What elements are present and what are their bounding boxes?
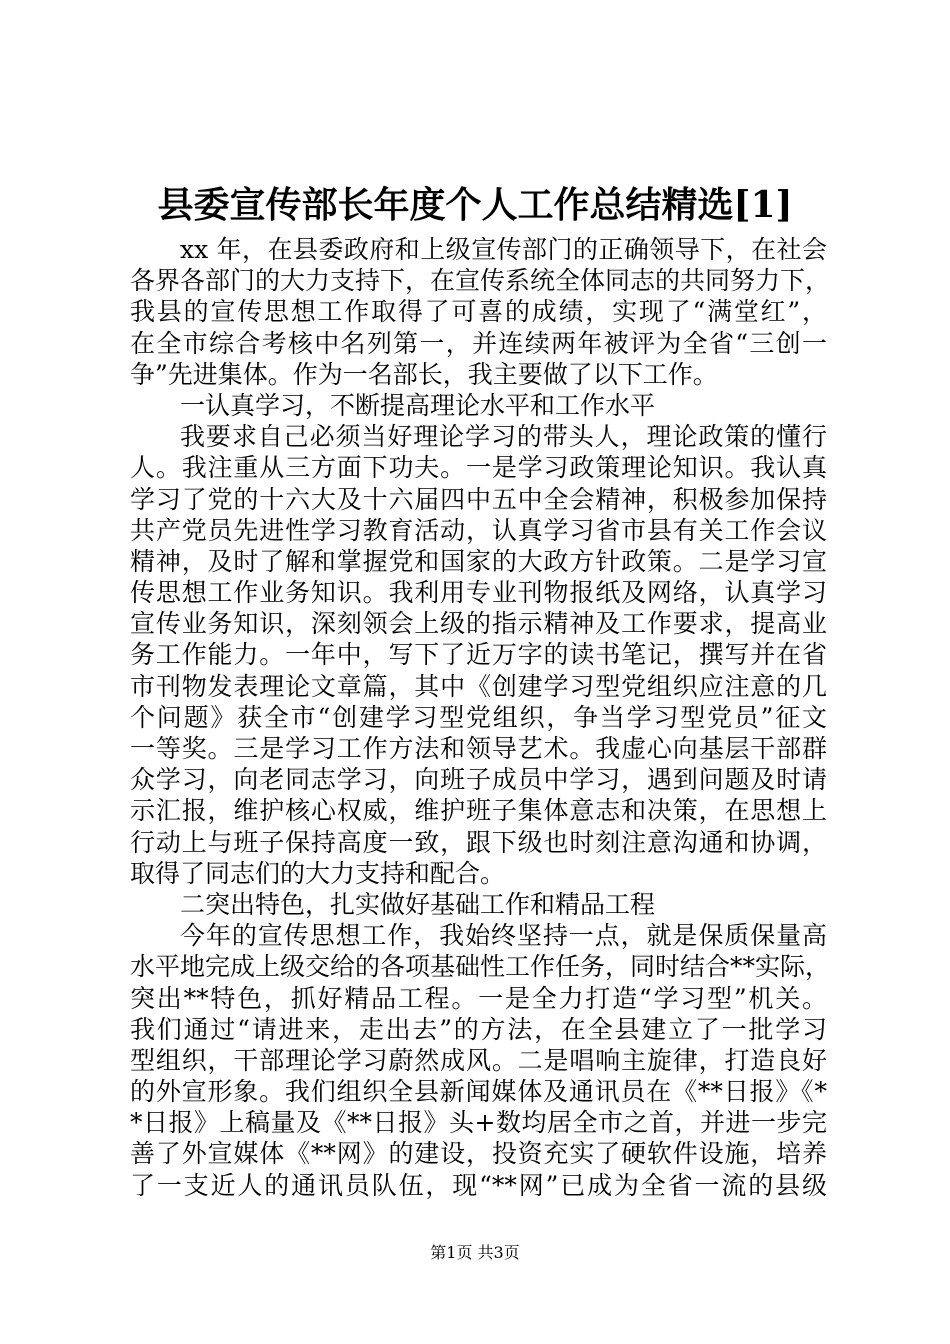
paragraph-line: 型组织，干部理论学习蔚然成风。二是唱响主旋律，打造良好 [130,1045,827,1075]
paragraph-line: 我们通过“请进来，走出去”的方法，在全县建立了一批学习 [130,1014,827,1044]
document-body [130,234,831,1201]
paragraph-line: 学习了党的十六大及十六届四中五中全会精神，积极参加保持 [130,484,827,514]
paragraph-line: 行动上与班子保持高度一致，跟下级也时刻注意沟通和协调， [130,827,827,857]
paragraph-line: 宣传业务知识，深刻领会上级的指示精神及工作要求，提高业 [130,609,827,639]
page-footer: 第1页 共3页 [430,1243,520,1262]
paragraph-line: 的外宣形象。我们组织全县新闻媒体及通讯员在《**日报》《* [130,1077,827,1107]
paragraph-line: 众学习，向老同志学习，向班子成员中学习，遇到问题及时请 [130,765,827,795]
paragraph-line: 务工作能力。一年中，写下了近万字的读书笔记，撰写并在省 [130,640,827,670]
paragraph-line: 人。我注重从三方面下功夫。一是学习政策理论知识。我认真 [130,453,827,483]
paragraph-line: 精神，及时了解和掌握党和国家的大政方针政策。二是学习宣 [130,546,827,576]
paragraph-line: 一等奖。三是学习工作方法和领导艺术。我虚心向基层干部群 [130,734,827,763]
paragraph-line: 水平地完成上级交给的各项基础性工作任务，同时结合**实际， [130,952,831,982]
paragraph-line: 争”先进集体。作为一名部长，我主要做了以下工作。 [130,359,718,389]
paragraph-line: 在全市综合考核中名列第一，并连续两年被评为全省“三创一 [130,328,827,358]
document-title: 县委宣传部长年度个人工作总结精选[1] [157,184,793,226]
paragraph-line: 各界各部门的大力支持下，在宣传系统全体同志的共同努力下， [130,266,831,296]
paragraph-line: 我县的宣传思想工作取得了可喜的成绩，实现了“满堂红”， [130,297,827,327]
paragraph-line: 我要求自己必须当好理论学习的带头人，理论政策的懂行 [180,422,827,452]
paragraph-line: 善了外宣媒体《**网》的建设，投资充实了硬软件设施，培养 [130,1139,827,1169]
paragraph-line: 二突出特色，扎实做好基础工作和精品工程 [180,889,656,919]
paragraph-line: 取得了同志们的大力支持和配合。 [130,858,506,888]
paragraph-line: 今年的宣传思想工作，我始终坚持一点，就是保质保量高 [180,921,827,951]
paragraph-line: 了一支近人的通讯员队伍，现“**网”已成为全省一流的县级 [130,1170,827,1200]
paragraph-line: 共产党员先进性学习教育活动，认真学习省市县有关工作会议 [130,515,827,545]
paragraph-line: 市刊物发表理论文章篇，其中《创建学习型党组织应注意的几 [130,671,827,701]
paragraph-line: *日报》上稿量及《**日报》头+数均居全市之首，并进一步完 [130,1108,827,1138]
paragraph-line: 突出**特色，抓好精品工程。一是全力打造“学习型”机关。 [130,983,827,1013]
paragraph-line: 个问题》获全市“创建学习型党组织，争当学习型党员”征文 [130,702,827,732]
paragraph-line: 示汇报，维护核心权威，维护班子集体意志和决策，在思想上 [130,796,827,826]
paragraph-line: 一认真学习，不断提高理论水平和工作水平 [180,390,656,420]
paragraph-line: 传思想工作业务知识。我利用专业刊物报纸及网络，认真学习 [130,578,827,608]
paragraph-line: xx 年，在县委政府和上级宣传部门的正确领导下，在社会 [180,235,827,264]
